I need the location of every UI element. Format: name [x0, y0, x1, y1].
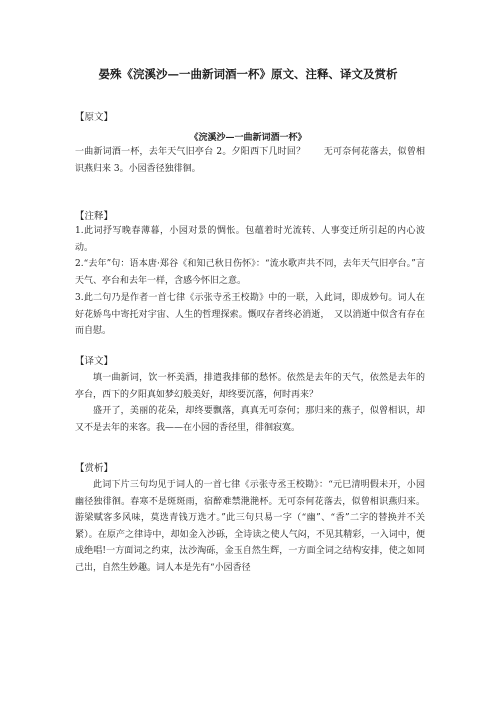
appreciation-paragraph-1: 此词下片三句均见于词人的一首七律《示张寺丞王校勘》：“元巳清明假未开，小园幽径独徘徊。春寒不是斑斑雨，宿醉难禁滟滟杯。无可奈何花落去，似曾相识燕归来。游梁赋客多风味，莫选青钱万选才。”此三句只易一字（“幽”、“香”二字的替换并不关紧）。在原产之律诗中，却如金入沙砾，全诗读之使人气闷，不见其精彩，一入词中，便成绝唱!一方面词之约束，汰沙淘砾，金玉自然生辉，一方面全词之结构安排，使之如同己出，自然生妙趣。词人本是先有“小园香径 [75, 480, 425, 573]
note-item-1: 1.此词抒写晚春薄暮，小园对景的惆怅。包蕴着时光流转、人事变迁所引起的内心波动。 [75, 226, 425, 253]
translation-paragraph-1: 填一曲新词，饮一杯美酒，排遣我排郁的愁怀。依然是去年的天气，依然是去年的亭台，西下的夕阳真如梦幻般美好，却终要沉落，何时再来？ [75, 373, 425, 400]
notes-heading: 【注释】 [75, 211, 114, 222]
appreciation-heading: 【赏析】 [75, 463, 114, 474]
original-heading: 【原文】 [75, 112, 114, 123]
document-title: 晏殊《浣溪沙—一曲新词酒一杯》原文、注释、译文及赏析 [98, 67, 398, 81]
translation-paragraph-2: 盛开了，美丽的花朵，却终要飘落，真真无可奈何；那归来的燕子，似曾相识，却又不是去年的来客。我——在小园的香径里，徘徊寂寞。 [75, 406, 425, 433]
note-item-3: 3.此二句乃是作者一首七律《示张寺丞王校勘》中的一联，入此词，即成妙句。词人在好花娇鸟中寄托对宇宙、人生的哲理探索。慨叹存者终必消逝， 又以消逝中似含有存在而自慰。 [75, 293, 425, 336]
translation-heading: 【译文】 [75, 356, 114, 367]
note-item-2: 2.“去年”句：语本唐·郑谷《和知己秋日伤怀》：“流水歌声共不同，去年天气旧亭台。”言天气、亭台和去年一样，含感今怀旧之意。 [75, 259, 425, 286]
original-text: 一曲新词酒一杯，去年天气旧亭台 2。夕阳西下几时回？ 无可奈何花落去，似曾相识燕归来 3。小园香径独徘徊。 [75, 147, 425, 174]
poem-title: 《浣溪沙—一曲新词酒一杯》 [189, 133, 307, 143]
